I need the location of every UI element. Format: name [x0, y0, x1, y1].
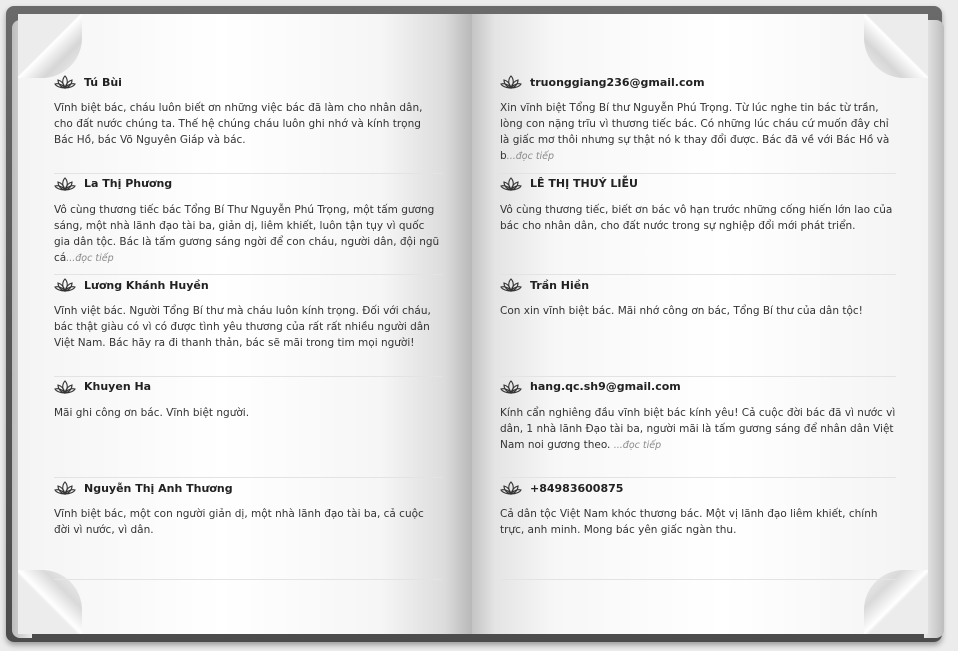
condolence-entry: [54, 174, 442, 276]
entry-message: Cả dân tộc Việt Nam khóc thương bác. Một vị lãnh đạo liêm khiết, chính trực, anh minh. Mong bác yên giấc ngàn thu.: [500, 508, 878, 536]
condolence-entry: [500, 478, 896, 580]
entry-name: truonggiang236@gmail.com: [530, 75, 705, 89]
entry-message: Con xin vĩnh biệt bác. Mãi nhớ công ơn bác, Tổng Bí thư của dân tộc!: [500, 305, 863, 317]
lotus-icon: [54, 176, 76, 192]
read-more-link[interactable]: ...đọc tiếp: [613, 439, 662, 451]
condolence-entry: [54, 72, 442, 174]
entry-name: hang.qc.sh9@gmail.com: [530, 380, 681, 393]
lotus-icon: [500, 480, 522, 496]
entry-message: Vô cùng thương tiếc, biết ơn bác vô hạn trước những cống hiến lớn lao của bác cho nhân dân, cho đất nước trong sự nghiệp đổi mới phát triển.: [500, 203, 893, 232]
entry-name: Lương Khánh Huyền: [84, 278, 209, 292]
lotus-icon: [54, 480, 76, 496]
entry-message: Xin vĩnh biệt Tổng Bí thư Nguyễn Phú Trọng. Từ lúc nghe tin bác từ trần, lòng con nặng trĩu vì thương tiếc bác. Có những lúc cháu cứ muốn đây chỉ là giấc mơ thôi nhưng sự thật nó k thay đổi được. Bác đã về với Bác Hồ và b...đọc tiếp: [500, 102, 890, 162]
condolence-entry: [500, 275, 896, 377]
entry-name: LÊ THỊ THUÝ LIỄU: [530, 177, 638, 190]
condolence-entry: [500, 174, 896, 276]
entry-message: Kính cẩn nghiêng đầu vĩnh biệt bác kính yêu! Cả cuộc đời bác đã vì nước vì dân, 1 nhà lãnh Đạo tài ba, người mãi là tấm gương sáng để nhân dân Việt Nam noi gương theo. ...đọc tiếp: [500, 406, 896, 451]
read-more-link[interactable]: ...đọc tiếp: [506, 151, 555, 162]
condolence-entry: [54, 275, 442, 377]
entry-message: Vĩnh việt bác. Người Tổng Bí thư mà cháu luôn kính trọng. Đối với cháu, bác thật giàu có vì có được tình yêu thương của rất rất nhiều người dân Việt Nam. Bác hãy ra đi thanh thản, bác sẽ mãi trong tim mọi người!: [54, 305, 431, 349]
entry-name: +84983600875: [530, 481, 624, 495]
entry-message: Mãi ghi công ơn bác. Vĩnh biệt người.: [54, 406, 250, 419]
entry-message: Vĩnh biệt bác, một con người giản dị, một nhà lãnh đạo tài ba, cả cuộc đời vì nước, vì dân.: [54, 508, 424, 536]
lotus-icon: [500, 74, 522, 90]
lotus-icon: [54, 74, 76, 90]
condolence-entry: [500, 72, 896, 174]
entry-name: Nguyễn Thị Anh Thương: [84, 481, 233, 495]
read-more-link[interactable]: ...đọc tiếp: [66, 252, 114, 264]
lotus-icon: [54, 277, 76, 293]
condolence-entry: [54, 478, 442, 580]
entry-name: Trần Hiền: [530, 278, 590, 292]
lotus-icon: [500, 379, 522, 395]
lotus-icon: [500, 277, 522, 293]
lotus-icon: [54, 379, 76, 395]
lotus-icon: [500, 176, 522, 192]
entry-name: La Thị Phương: [84, 177, 173, 190]
right-condolence-list: [500, 72, 896, 580]
entry-name: Khuyen Ha: [84, 380, 152, 393]
entry-message: Vô cùng thương tiếc bác Tổng Bí Thư Nguyễn Phú Trọng, một tấm gương sáng, một nhà lãnh đạo tài ba, giản dị, liêm khiết, luôn tận tụy vì quốc gia dân tộc. Bác là tấm gương sáng ngời để con cháu, người dân, đội ngũ cá...đọc tiếp: [54, 203, 440, 264]
entry-message: Vĩnh biệt bác, cháu luôn biết ơn những việc bác đã làm cho nhân dân, cho đất nước chúng ta. Thế hệ chúng cháu luôn ghi nhớ và kính trọng Bác Hồ, bác Võ Nguyên Giáp và bác.: [54, 102, 423, 146]
left-condolence-list: [54, 72, 442, 580]
entry-name: Tú Bùi: [84, 75, 122, 89]
condolence-entry: [54, 377, 442, 479]
condolence-entry: [500, 377, 896, 479]
